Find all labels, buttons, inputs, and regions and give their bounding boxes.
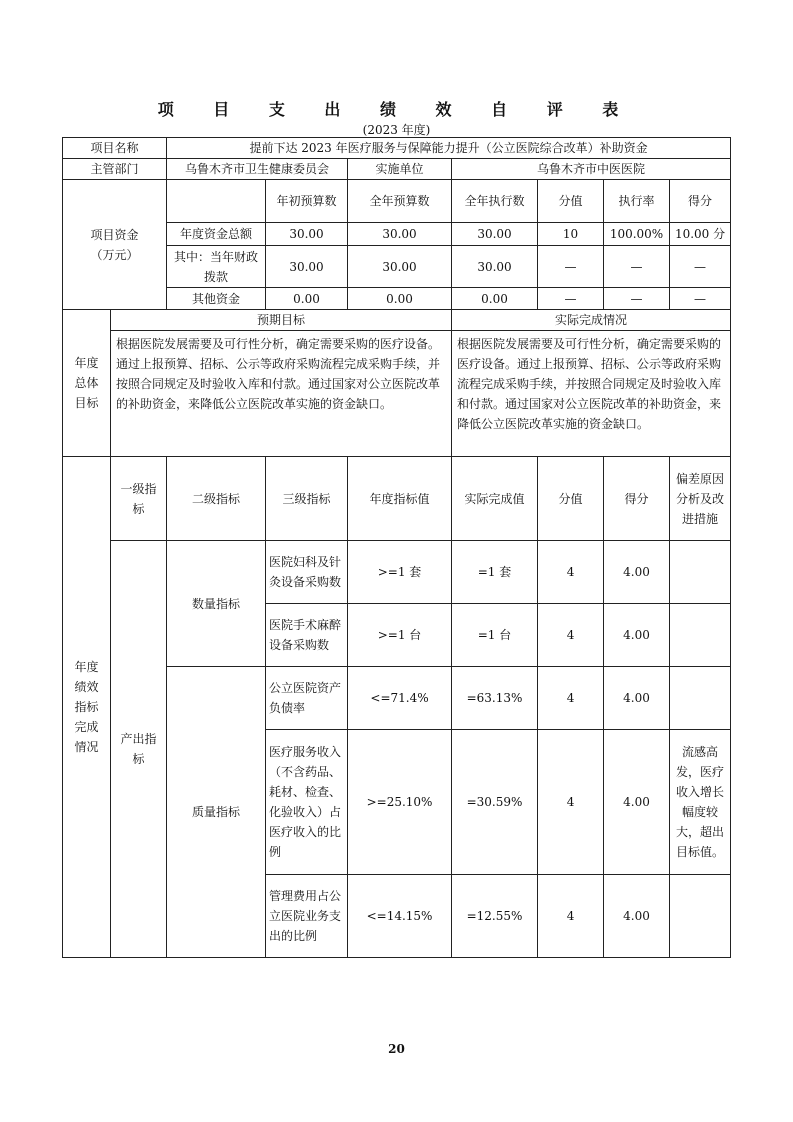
level2-quality: 质量指标 <box>167 667 266 958</box>
funds-cell: 10 <box>538 223 604 246</box>
funds-header-initial-budget: 年初预算数 <box>266 180 348 223</box>
header-score-value: 分值 <box>538 457 604 541</box>
deviation-note <box>670 541 731 604</box>
project-name-label: 项目名称 <box>63 138 167 159</box>
funds-section-label <box>63 180 167 310</box>
level1-output: 产出指标 <box>111 541 167 958</box>
header-deviation: 偏差原因分析及改进措施 <box>670 457 731 541</box>
funds-cell: — <box>538 246 604 288</box>
deviation-note <box>670 667 731 730</box>
funds-row-label: 年度资金总额 <box>167 223 266 246</box>
funds-row-label: 其他资金 <box>167 288 266 310</box>
indicators-header-row <box>63 457 731 541</box>
funds-cell: — <box>604 288 670 310</box>
funds-cell: — <box>604 246 670 288</box>
score: 4.00 <box>604 667 670 730</box>
actual-value: =63.13% <box>452 667 538 730</box>
score-value: 4 <box>538 541 604 604</box>
score: 4.00 <box>604 604 670 667</box>
score-value: 4 <box>538 875 604 958</box>
actual-value: =30.59% <box>452 730 538 875</box>
document-title: 项 目 支 出 绩 效 自 评 表 <box>157 100 636 119</box>
score-value: 4 <box>538 667 604 730</box>
deviation-note: 流感高发，医疗收入增长幅度较大，超出目标值。 <box>670 730 731 875</box>
score: 4.00 <box>604 730 670 875</box>
actual-result-text: 根据医院发展需要及可行性分析，确定需要采购的医疗设备。通过上报预算、招标、公示等政府采购流程完成采购手续，并按照合同规定及时验收入库和付款。通过国家对公立医院改革的补助资金，来降低公立医院改革实施的资金缺口。 <box>452 331 731 457</box>
impl-unit-value: 乌鲁木齐市中医医院 <box>452 159 731 180</box>
actual-value: =12.55% <box>452 875 538 958</box>
funds-cell: 100.00% <box>604 223 670 246</box>
funds-cell: 0.00 <box>266 288 348 310</box>
funds-cell: 30.00 <box>452 246 538 288</box>
target-value: <=71.4% <box>348 667 452 730</box>
funds-cell: 30.00 <box>266 246 348 288</box>
funds-header-annual-executed: 全年执行数 <box>452 180 538 223</box>
funds-header-score-value: 分值 <box>538 180 604 223</box>
target-value: >=25.10% <box>348 730 452 875</box>
score-value: 4 <box>538 730 604 875</box>
header-actual: 实际完成值 <box>452 457 538 541</box>
funds-cell: 0.00 <box>348 288 452 310</box>
level2-quantity: 数量指标 <box>167 541 266 667</box>
actual-result-header: 实际完成情况 <box>452 310 731 331</box>
funds-label: 项目资金 <box>90 227 139 242</box>
expected-goal-header: 预期目标 <box>111 310 452 331</box>
goals-header-row <box>63 310 731 331</box>
deviation-note <box>670 604 731 667</box>
header-level1: 一级指标 <box>111 457 167 541</box>
level3-name: 管理费用占公立医院业务支出的比例 <box>266 875 348 958</box>
level3-name: 医疗服务收入（不含药品、耗材、检查、化验收入）占医疗收入的比例 <box>266 730 348 875</box>
funds-cell: 30.00 <box>348 246 452 288</box>
project-name-value: 提前下达 2023 年医疗服务与保障能力提升（公立医院综合改革）补助资金 <box>167 138 731 159</box>
level3-name: 医院妇科及针灸设备采购数 <box>266 541 348 604</box>
header-score: 得分 <box>604 457 670 541</box>
document-subtitle: (2023 年度) <box>362 123 431 137</box>
funds-header-annual-budget: 全年预算数 <box>348 180 452 223</box>
target-value: >=1 台 <box>348 604 452 667</box>
department-row <box>63 159 731 180</box>
actual-value: =1 套 <box>452 541 538 604</box>
header-target: 年度指标值 <box>348 457 452 541</box>
funds-unit: （万元） <box>90 247 139 262</box>
page-number: 20 <box>388 1042 405 1056</box>
funds-cell: 30.00 <box>452 223 538 246</box>
project-name-row <box>63 138 731 159</box>
indicators-section-label: 年度绩效指标完成情况 <box>63 457 111 958</box>
indicator-row <box>63 541 731 604</box>
dept-value: 乌鲁木齐市卫生健康委员会 <box>167 159 348 180</box>
funds-cell: 0.00 <box>452 288 538 310</box>
funds-header-row <box>63 180 731 223</box>
header-level2: 二级指标 <box>167 457 266 541</box>
funds-cell: 30.00 <box>348 223 452 246</box>
actual-value: =1 台 <box>452 604 538 667</box>
dept-label: 主管部门 <box>63 159 167 180</box>
self-evaluation-table <box>62 137 731 958</box>
goals-text-row <box>63 331 731 457</box>
funds-cell: — <box>670 246 731 288</box>
score: 4.00 <box>604 875 670 958</box>
level3-name: 医院手术麻醉设备采购数 <box>266 604 348 667</box>
expected-goal-text: 根据医院发展需要及可行性分析，确定需要采购的医疗设备。通过上报预算、招标、公示等政府采购流程完成采购手续，并按照合同规定及时验收入库和付款。通过国家对公立医院改革的补助资金，来降低公立医院改革实施的资金缺口。 <box>111 331 452 457</box>
deviation-note <box>670 875 731 958</box>
header-level3: 三级指标 <box>266 457 348 541</box>
goals-section-label: 年度总体目标 <box>63 310 111 457</box>
funds-header-execution-rate: 执行率 <box>604 180 670 223</box>
impl-unit-label: 实施单位 <box>348 159 452 180</box>
target-value: <=14.15% <box>348 875 452 958</box>
funds-cell: 10.00 分 <box>670 223 731 246</box>
funds-header-blank <box>167 180 266 223</box>
funds-cell: — <box>670 288 731 310</box>
score: 4.00 <box>604 541 670 604</box>
target-value: >=1 套 <box>348 541 452 604</box>
funds-row-label: 其中：当年财政拨款 <box>167 246 266 288</box>
score-value: 4 <box>538 604 604 667</box>
funds-header-score: 得分 <box>670 180 731 223</box>
funds-cell: 30.00 <box>266 223 348 246</box>
funds-cell: — <box>538 288 604 310</box>
level3-name: 公立医院资产负债率 <box>266 667 348 730</box>
